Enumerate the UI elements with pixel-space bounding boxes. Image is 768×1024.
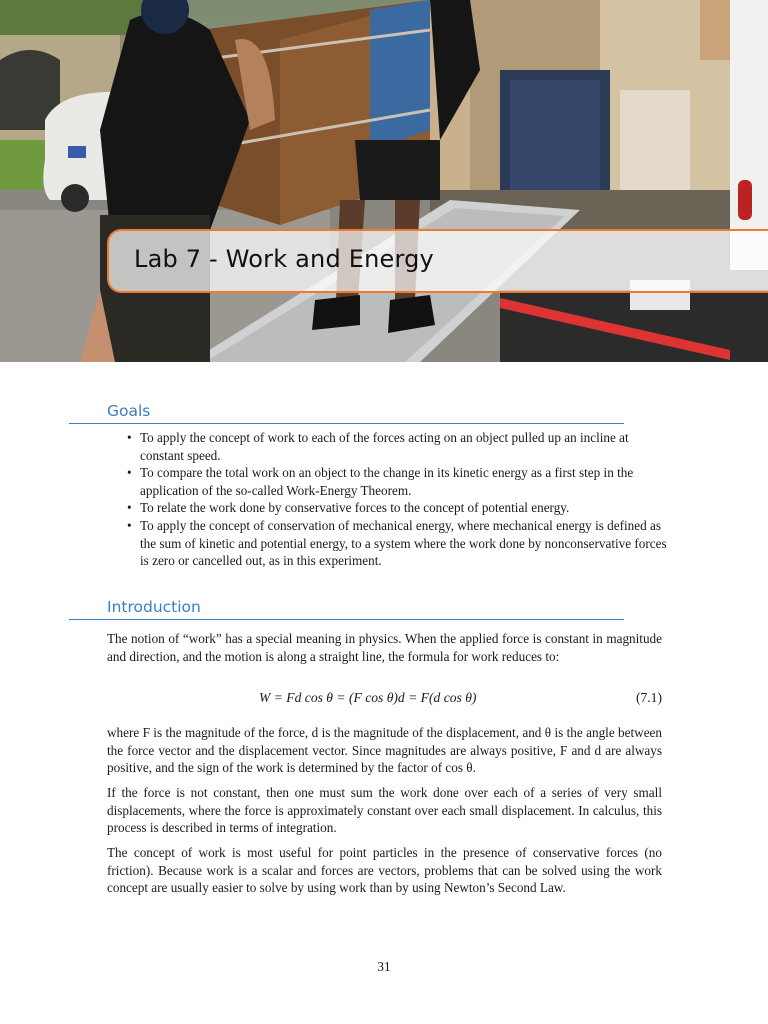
list-item: • To compare the total work on an object to the change in its kinetic energy as a first step in the application of the so-called Work-Energy Theorem.	[127, 465, 634, 498]
introduction-heading: Introduction	[107, 598, 201, 616]
list-item: • To apply the concept of work to each of the forces acting on an object pulled up an incline at constant speed.	[127, 430, 629, 463]
list-item: • To relate the work done by conservative forces to the concept of potential energy.	[127, 500, 570, 516]
intro-paragraph-4: The concept of work is most useful for point particles in the presence of conservative forces (no friction). Because work is a scalar and forces are vectors, problems that can be solved using the work concept are usually easier to solve by using work than by using Newton’s Second Law.	[107, 845, 662, 896]
bullet: •	[127, 517, 132, 533]
bullet: •	[127, 500, 132, 516]
goals-list	[124, 429, 669, 570]
equation-7-1	[107, 690, 662, 710]
equation-body: W = Fd cos θ = (F cos θ)d = F(d cos θ)	[259, 690, 477, 705]
bullet: •	[127, 465, 132, 481]
list-item: • To apply the concept of conservation of mechanical energy, where mechanical energy is defined as the sum of kinetic and potential energy, to a system where the work done by nonconservative forces is zero or cancelled out, as in this experiment.	[127, 517, 667, 569]
goals-heading: Goals	[107, 402, 151, 420]
page-title: Lab 7 - Work and Energy	[134, 245, 434, 273]
title-box	[107, 229, 768, 293]
bullet: •	[127, 430, 132, 445]
hero-photo	[0, 0, 768, 362]
introduction-heading-bar	[69, 597, 624, 620]
goals-heading-bar	[69, 401, 624, 424]
intro-paragraph-2: where F is the magnitude of the force, d is the magnitude of the displacement, and θ is the angle between the force vector and the displacement vector. Since magnitudes are always positive, F and d are always positive, and the sign of the work is determined by the factor of cos θ.	[107, 725, 662, 776]
intro-paragraph-3: If the force is not constant, then one must sum the work done over each of a series of very small displacements, where the force is approximately constant over each small displacement. In calculus, this process is described in terms of integration.	[107, 785, 662, 836]
equation-number: (7.1)	[635, 690, 662, 705]
page-number: 31	[377, 959, 391, 974]
intro-paragraph-1: The notion of “work” has a special meaning in physics. When the applied force is constant in magnitude and direction, and the motion is along a straight line, the formula for work reduces to:	[107, 631, 662, 664]
movers-photo-icon	[0, 0, 768, 362]
